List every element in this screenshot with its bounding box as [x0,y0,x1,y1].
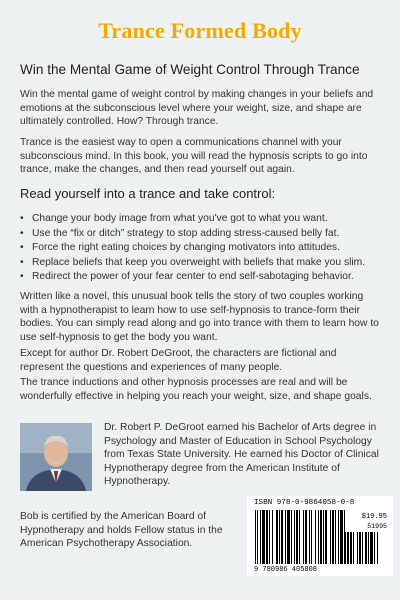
barcode-number: 9 780986 405808 [254,566,318,574]
inductions-paragraph: The trance inductions and other hypnosis processes are real and will be wonderfully effective in helping you reach your weight, size, and shape goals. [20,377,372,402]
list-item: • Use the “fix or ditch” strategy to stop adding stress-caused belly fat. [20,227,390,242]
characters-paragraph: Except for author Dr. Robert DeGroot, the characters are fictional and represent the questions and experiences of many people. [20,348,337,373]
book-title: Trance Formed Body [98,18,302,43]
list-item: • Redirect the power of your fear center to end self-sabotaging behavior. [20,270,390,285]
list-item: • Change your body image from what you've got to what you want. [20,212,390,227]
barcode [247,496,393,576]
trance-paragraph: Trance is the easiest way to open a communications channel with your subconscious mind. In this book, you will read the hypnosis scripts to go into trance, make the changes, and then read yourself out again. [20,137,368,176]
section-heading: Read yourself into a trance and take control: [20,186,276,201]
novel-paragraph: Written like a novel, this unusual book tells the story of two couples working with a hypnotherapist to learn how to use self-hypnosis to trance-form their bodies. You can simply read along and go into trance with them to learn how to use self-hypnosis to get the body you want. [20,291,379,343]
addon-number: 51995 [367,523,387,530]
book-subtitle: Win the Mental Game of Weight Control Through Trance [20,62,360,77]
benefits-list [20,212,390,285]
author-bio: Dr. Robert P. DeGroot earned his Bachelor of Arts degree in Psychology and Master of Education in School Psychology from Texas State University. He earned his Doctor of Clinical Hypnotherapy degree from the American Institute of Hypnotherapy. [104,422,379,488]
barcode-bars [247,496,393,576]
list-item: • Replace beliefs that keep you overweight with beliefs that make you slim. [20,256,390,271]
price-text: $19.95 [361,513,387,521]
intro-paragraph: Win the mental game of weight control by making changes in your beliefs and emotions at the subconscious level where your weight, size, and shape are ultimately controlled. How? Through trance. [20,89,374,128]
isbn-text: ISBN 978-0-9864058-0-8 [254,499,355,507]
list-item: • Force the right eating choices by changing motivators into attitudes. [20,241,390,256]
author-photo [20,423,92,491]
author-certification: Bob is certified by the American Board of Hypnotherapy and holds Fellow status in the American Psychotherapy Association. [20,511,223,550]
